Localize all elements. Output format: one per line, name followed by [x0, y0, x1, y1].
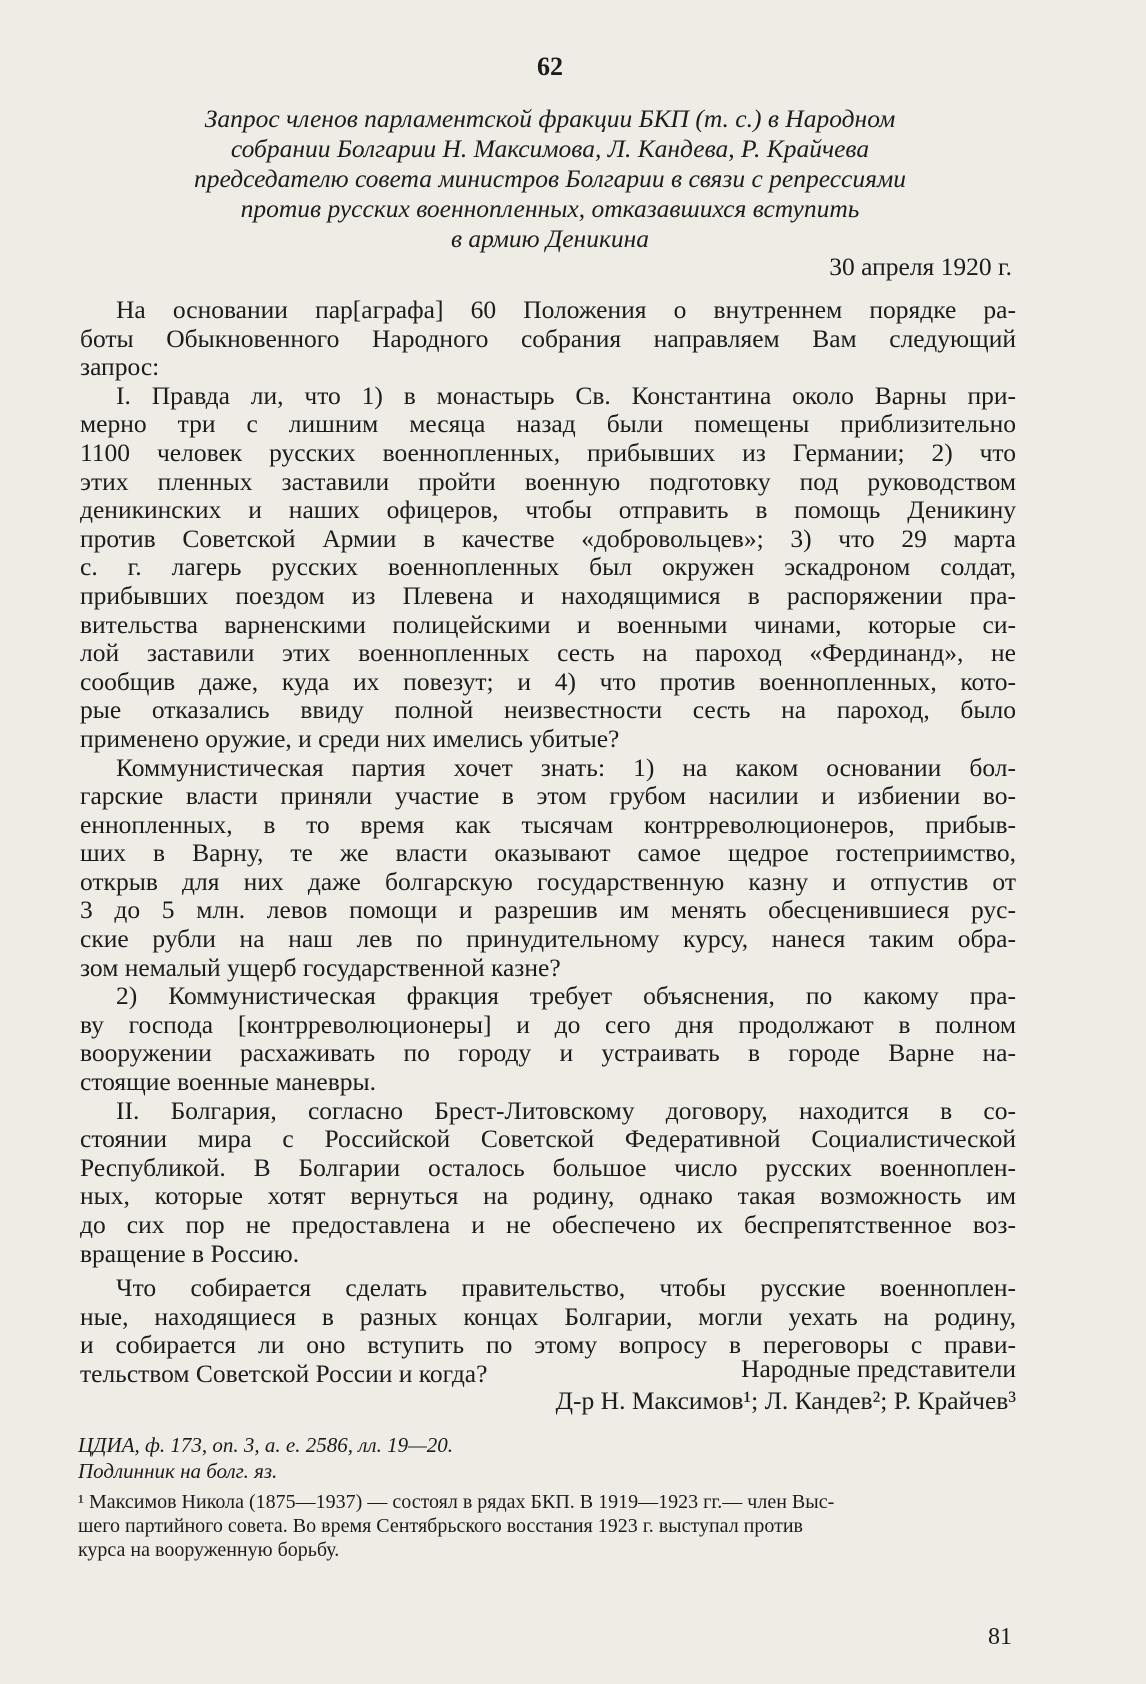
text-line: зом немалый ущерб государственной казне?: [80, 952, 561, 982]
text-line: применено оружие, и среди них имелись убитые?: [80, 723, 620, 753]
text-line: с. г. лагерь русских военнопленных был окружен эскадроном солдат,: [80, 552, 1016, 582]
title-line: собрании Болгарии Н. Максимова, Л. Кандева, Р. Крайчева: [230, 134, 870, 163]
page-number: 81: [988, 1624, 1012, 1650]
text-line: против Советской Армии в качестве «добровольцев»; 3) что 29 марта: [80, 523, 1016, 553]
text-line: рые отказались ввиду полной неизвестности сесть на пароход, было: [80, 695, 1016, 725]
paragraph: [80, 382, 1016, 754]
text-line: вооружении расхаживать по городу и устраивать в городе Варне на-: [80, 1038, 1016, 1068]
signature-names: Д-р Н. Максимов¹; Л. Кандев²; Р. Крайчев³: [555, 1386, 1016, 1415]
archive-line: ЦДИА, ф. 173, оп. 3, а. е. 2586, лл. 19—20.: [78, 1433, 453, 1457]
document-body: [80, 296, 1016, 1389]
text-line: запрос:: [80, 352, 160, 382]
text-line: 1100 человек русских военнопленных, прибывших из Германии; 2) что: [80, 437, 1016, 467]
paragraph: [80, 754, 1016, 983]
text-line: вительства варненскими полицейскими и военными чинами, которые си-: [80, 609, 1016, 639]
text-line: и собирается ли оно вступить по этому вопросу в переговоры с прави-: [80, 1330, 1016, 1360]
text-line: Что собирается сделать правительство, чтобы русские военноплен-: [116, 1273, 1016, 1303]
title-line: против русских военнопленных, отказавшихся вступить: [240, 194, 860, 223]
paragraph: [80, 296, 1016, 382]
paragraph: [80, 982, 1016, 1096]
text-line: гарские власти приняли участие в этом грубом насилии и избиении во-: [80, 781, 1016, 811]
text-line: до сих пор не предоставлена и не обеспечено их беспрепятственное воз-: [80, 1210, 1016, 1239]
title-line: в армию Деникина: [450, 224, 650, 253]
text-line: стоянии мира с Российской Советской Федеративной Социалистической: [80, 1124, 1016, 1154]
text-line: стоящие военные маневры.: [80, 1067, 377, 1097]
footnote-line: курса на вооруженную борьбу.: [78, 1539, 340, 1561]
text-line: На основании пар[аграфа] 60 Положения о внутреннем порядке ра-: [116, 295, 1016, 324]
text-line: вращение в Россию.: [80, 1238, 300, 1268]
text-line: ные, находящиеся в разных концах Болгарии, могли уехать на родину,: [80, 1301, 1016, 1331]
signature-heading: Народные представители: [741, 1354, 1016, 1383]
footnote: [78, 1490, 1018, 1562]
text-line: ву господа [контрреволюционеры] и до сего дня продолжают в полном: [80, 1009, 1016, 1039]
document-number: 62: [537, 52, 563, 81]
archive-line: Подлинник на болг. яз.: [78, 1459, 278, 1483]
text-line: 2) Коммунистическая фракция требует объяснения, по какому пра-: [116, 981, 1016, 1011]
archive-reference: [78, 1432, 453, 1484]
text-line: сообщив даже, куда их повезут; и 4) что против военнопленных, кото-: [80, 666, 1016, 696]
footnote-line: шего партийного совета. Во время Сентябрьского восстания 1923 г. выступал против: [78, 1515, 803, 1537]
text-line: ские рубли на наш лев по принудительному курсу, нанеся таким обра-: [80, 924, 1016, 954]
text-line: ных, которые хотят вернуться на родину, однако такая возможность им: [80, 1181, 1016, 1211]
paragraph: [80, 1097, 1016, 1269]
text-line: II. Болгария, согласно Брест-Литовскому договору, находится в со-: [116, 1095, 1016, 1125]
text-line: лой заставили этих военнопленных сесть на пароход «Фердинанд», не: [80, 638, 1016, 668]
text-line: прибывших поездом из Плевена и находящимися в распоряжении пра-: [80, 580, 1016, 610]
text-line: еннопленных, в то время как тысячам контрреволюционеров, прибыв-: [80, 809, 1016, 839]
text-line: открыв для них даже болгарскую государственную казну и отпустив от: [80, 866, 1016, 896]
text-line: боты Обыкновенного Народного собрания направляем Вам следующий: [80, 323, 1016, 353]
text-line: Республикой. В Болгарии осталось большое число русских военноплен-: [80, 1152, 1016, 1182]
document-title: [120, 104, 980, 254]
text-line: 3 до 5 млн. левов помощи и разрешив им менять обесценившиеся рус-: [80, 895, 1016, 925]
text-line: Коммунистическая партия хочет знать: 1) на каком основании бол-: [116, 752, 1016, 782]
text-line: тельством Советской России и когда?: [80, 1358, 488, 1388]
text-line: I. Правда ли, что 1) в монастырь Св. Константина около Варны при-: [116, 380, 1016, 410]
footnote-line: ¹ Максимов Никола (1875—1937) — состоял в рядах БКП. В 1919—1923 гг.— член Выс-: [78, 1491, 835, 1513]
document-date: 30 апреля 1920 г.: [829, 252, 1012, 281]
text-line: этих пленных заставили пройти военную подготовку под руководством: [80, 466, 1016, 496]
title-line: председателю совета министров Болгарии в связи с репрессиями: [194, 164, 906, 193]
text-line: мерно три с лишним месяца назад были помещены приблизительно: [80, 409, 1016, 439]
title-line: Запрос членов парламентской фракции БКП (т. с.) в Народном: [204, 104, 896, 133]
text-line: ших в Варну, те же власти оказывают самое щедрое гостеприимство,: [80, 838, 1016, 868]
text-line: деникинских и наших офицеров, чтобы отправить в помощь Деникину: [80, 495, 1016, 525]
